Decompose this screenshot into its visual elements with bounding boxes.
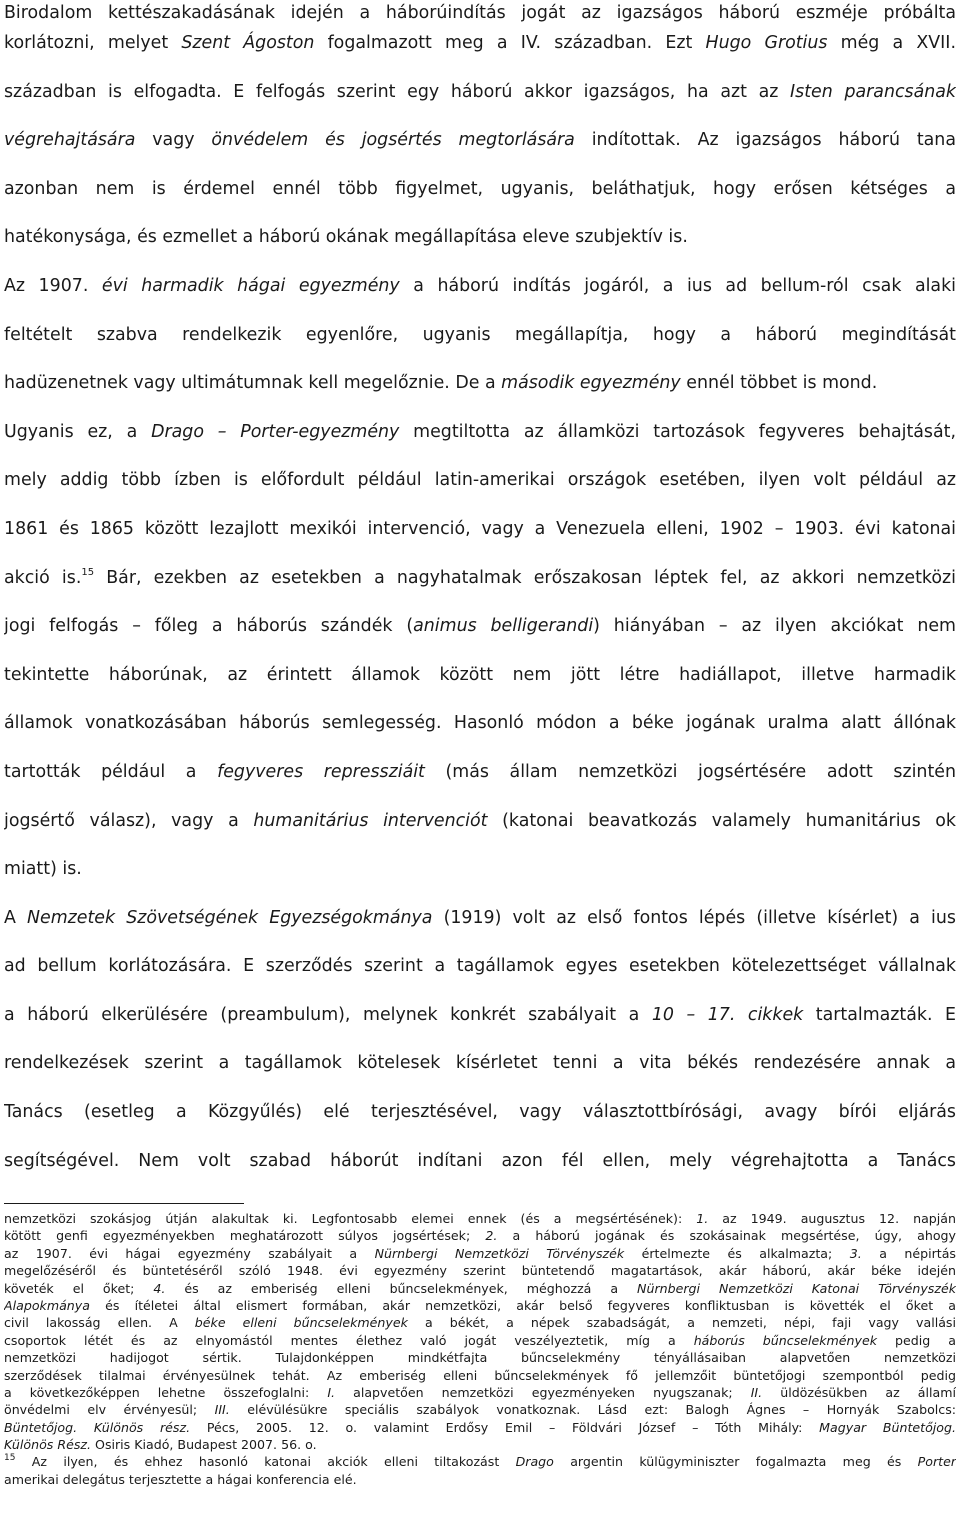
paragraph-line bbox=[4, 808, 956, 857]
paragraph-line bbox=[4, 953, 956, 1002]
text-run: 1861 és 1865 között lezajlott mexikói intervenció, vagy a Venezuela elleni, 1902 – 1903. évi katonai bbox=[4, 518, 956, 539]
text-run: Osiris Kiadó, Budapest 2007. 56. o. bbox=[91, 1437, 317, 1453]
text-run: feltételt szabva rendelkezik egyenlőre, ugyanis megállapítja, hogy a háború megindítását bbox=[4, 324, 956, 345]
italic-text: 2. bbox=[485, 1228, 498, 1244]
text-run: Tanács (esetleg a Közgyűlés) elé terjesztésével, vagy választottbírósági, avagy bírói eljárás bbox=[4, 1102, 956, 1123]
footnote-line bbox=[4, 1471, 956, 1488]
italic-text: 4. bbox=[153, 1280, 166, 1296]
paragraph-line bbox=[4, 1148, 956, 1197]
text-run: értelmezte és alkalmazta; bbox=[624, 1245, 850, 1261]
text-run: tartalmazták. E bbox=[803, 1004, 956, 1025]
footnote-line bbox=[4, 1262, 956, 1279]
italic-text: fegyveres repressziáit bbox=[217, 761, 425, 782]
italic-text: 1. bbox=[696, 1211, 709, 1226]
italic-text: háborús bűncselekmények bbox=[693, 1332, 878, 1348]
italic-text: végrehajtására bbox=[4, 130, 136, 151]
text-run: államok vonatkozásában háborús semlegesség. Hasonló módon a béke jogának uralma alatt állónak bbox=[4, 713, 956, 734]
paragraph-line bbox=[4, 176, 956, 225]
text-run: a népirtás bbox=[861, 1245, 956, 1261]
text-run: Az ilyen, és ehhez hasonló katonai akciók elleni tiltakozást bbox=[15, 1454, 516, 1470]
text-run: szerződések tilalmai érvényesülnek tehát. Az emberiség elleni bűncselekmények fő jellemzőit büntetőjogi szempontból pedig bbox=[4, 1367, 956, 1383]
italic-text: Porter bbox=[917, 1454, 956, 1470]
text-run: megtiltotta az államközi tartozások fegyveres behajtását, bbox=[399, 421, 956, 442]
text-run: a békét, a népek szabadságát, a nemzeti, népi, faji vagy vallási bbox=[407, 1315, 956, 1331]
paragraph-line bbox=[4, 662, 956, 711]
text-run: hadüzenetnek vagy ultimátumnak kell megelőznie. De a bbox=[4, 373, 502, 394]
text-run: civil lakosság ellen. A bbox=[4, 1315, 195, 1331]
italic-text: 3. bbox=[849, 1245, 862, 1261]
footnote-reference: 15 bbox=[4, 1453, 16, 1464]
footnote-line bbox=[4, 1314, 956, 1331]
text-run: még a XVII. bbox=[827, 33, 956, 53]
text-run: rendelkezések szerint a tagállamok kötelesek kísérletet tenni a vita békés rendezésére annak a bbox=[4, 1053, 956, 1074]
text-run: argentin külügyminiszter fogalmazta meg és bbox=[553, 1454, 918, 1470]
paragraph-line bbox=[4, 79, 956, 128]
text-run: korlátozni, melyet bbox=[4, 33, 182, 53]
text-run: Birodalom kettészakadásának idején a háborúindítás jogát az igazságos háború eszméje próbálta bbox=[4, 3, 956, 23]
footnote-line bbox=[4, 1280, 956, 1297]
footnote-line bbox=[4, 1227, 956, 1244]
text-run: az 1949. augusztus 12. napján bbox=[708, 1211, 956, 1226]
text-run: azonban nem is érdemel ennél több figyelmet, ugyanis, beláthatjuk, hogy erősen kétséges a bbox=[4, 178, 956, 199]
paragraph-line bbox=[4, 322, 956, 371]
footnote-line bbox=[4, 1245, 956, 1262]
paragraph-line bbox=[4, 0, 956, 30]
text-run: nemzetközi szokásjog útján alakultak ki. Legfontosabb elemei ennek (és a megsértésének): bbox=[4, 1211, 697, 1226]
paragraph-line bbox=[4, 1002, 956, 1051]
paragraph-line bbox=[4, 710, 956, 759]
text-run: ) hiányában – az ilyen akciókat nem bbox=[593, 616, 956, 637]
text-run: a háború indítás jogáról, a ius ad bellum-ról csak alaki bbox=[399, 275, 956, 296]
paragraph-line bbox=[4, 467, 956, 516]
text-run: (1919) volt az első fontos lépés (illetve kísérlet) a ius bbox=[432, 907, 956, 928]
text-run: fogalmazott meg a IV. században. Ezt bbox=[314, 33, 706, 53]
text-run: vagy bbox=[135, 130, 212, 151]
italic-text: Nürnbergi Nemzetközi Katonai Törvényszék bbox=[637, 1280, 956, 1296]
footnote-line bbox=[4, 1297, 956, 1314]
text-run: ennél többet is mond. bbox=[680, 373, 878, 394]
text-run: A bbox=[4, 907, 28, 928]
text-run: pedig a bbox=[877, 1332, 956, 1348]
italic-text: Alapokmánya bbox=[4, 1297, 90, 1313]
text-run: ad bellum korlátozására. E szerződés szerint a tagállamok egyes esetekben kötelezettséget vállalnak bbox=[4, 956, 956, 977]
text-run: alapvetően nemzetközi egyezményeken nyugszanak; bbox=[335, 1384, 751, 1400]
paragraph-line bbox=[4, 370, 956, 419]
italic-text: Drago bbox=[515, 1454, 554, 1470]
text-run: Ugyanis ez, a bbox=[4, 421, 152, 442]
text-run: hatékonysága, és ezmellet a háború okának megállapítása eleve szubjektív is. bbox=[4, 227, 688, 248]
text-run: indítottak. Az igazságos háború tana bbox=[574, 130, 956, 151]
footnote-line bbox=[4, 1453, 956, 1470]
italic-text: évi harmadik hágai egyezmény bbox=[101, 275, 400, 296]
text-run: kötött genfi egyezményekben meghatározott súlyos jogsértések; bbox=[4, 1228, 486, 1244]
text-run: amerikai delegátus terjesztette a hágai konferencia elé. bbox=[4, 1471, 357, 1487]
footnote-line bbox=[4, 1419, 956, 1436]
main-text bbox=[4, 0, 956, 1196]
italic-text: Hugo Grotius bbox=[705, 33, 828, 53]
text-run: (katonai beavatkozás valamely humanitárius ok bbox=[487, 810, 956, 831]
footnote-line bbox=[4, 1367, 956, 1384]
text-run: Az 1907. bbox=[4, 275, 102, 296]
text-run: önvédelmi elv érvényesül; bbox=[4, 1402, 215, 1418]
footnote-line bbox=[4, 1401, 956, 1418]
text-run: a háború elkerülésére (preambulum), melynek konkrét szabályait a bbox=[4, 1004, 652, 1025]
italic-text: Nürnbergi Nemzetközi Törvényszék bbox=[374, 1245, 625, 1261]
text-run: üldözésükben az államí bbox=[762, 1384, 956, 1400]
footnotes bbox=[4, 1210, 956, 1488]
footnote-reference: 15 bbox=[81, 566, 95, 578]
text-run: csoportok létét és az elnyomástól mentes élethez való jogát veszélyeztetik, míg a bbox=[4, 1332, 694, 1348]
paragraph-line bbox=[4, 856, 956, 905]
text-run: a háború jogának és szokásainak megsértése, úgy, ahogy bbox=[497, 1228, 956, 1244]
paragraph-line bbox=[4, 759, 956, 808]
text-run: miatt) is. bbox=[4, 859, 82, 880]
text-run: a következőképpen lehetne összefoglalni: bbox=[4, 1384, 328, 1400]
paragraph-line bbox=[4, 565, 956, 614]
italic-text: béke elleni bűncselekmények bbox=[194, 1315, 408, 1331]
italic-text: 10 – 17. cikkek bbox=[651, 1004, 804, 1025]
text-run: Pécs, 2005. 12. o. valamint Erdősy Emil – Földvári József – Tóth Mihály: bbox=[190, 1419, 820, 1435]
footnote-line bbox=[4, 1210, 956, 1227]
italic-text: I. bbox=[327, 1384, 336, 1400]
footnote-line bbox=[4, 1349, 956, 1366]
paragraph-line bbox=[4, 224, 956, 273]
text-run: (más állam nemzetközi jogsértésére adott szintén bbox=[424, 761, 956, 782]
text-run: tekintette háborúnak, az érintett államok között nem jött létre hadiállapot, illetve harmadik bbox=[4, 664, 956, 685]
italic-text: II. bbox=[750, 1384, 763, 1400]
italic-text: Magyar Büntetőjog. bbox=[819, 1419, 956, 1435]
text-run: tartották például a bbox=[4, 761, 218, 782]
text-run: és az emberiség elleni bűncselekmények, méghozzá a bbox=[165, 1280, 638, 1296]
footnote-line bbox=[4, 1384, 956, 1401]
italic-text: Drago – Porter-egyezmény bbox=[151, 421, 400, 442]
italic-text: Szent Ágoston bbox=[181, 33, 315, 53]
text-run: megelőzéséről és büntetéséről szóló 1948. évi egyezmény szerint büntetendő magatartások, akár háború, akár béke idején bbox=[4, 1263, 956, 1279]
paragraph-line bbox=[4, 1050, 956, 1099]
paragraph-line bbox=[4, 419, 956, 468]
paragraph-line bbox=[4, 127, 956, 176]
italic-text: Büntetőjog. Különös rész. bbox=[4, 1419, 191, 1435]
text-run: követék el őket; bbox=[4, 1280, 154, 1296]
paragraph-line bbox=[4, 516, 956, 565]
text-run: segítségével. Nem volt szabad háborút indítani azon fél ellen, mely végrehajtotta a Tanács bbox=[4, 1150, 956, 1171]
paragraph-line bbox=[4, 613, 956, 662]
paragraph-line bbox=[4, 30, 956, 79]
paragraph-line bbox=[4, 905, 956, 954]
italic-text: animus belligerandi bbox=[413, 616, 594, 637]
footnote-line bbox=[4, 1436, 956, 1453]
italic-text: III. bbox=[214, 1402, 230, 1418]
text-run: akció is. bbox=[4, 567, 82, 588]
text-run: és ítéletei által elismert formában, akár nemzetközi, akár belső fegyveres konfliktusban is követték el őket a bbox=[89, 1297, 956, 1313]
italic-text: humanitárius intervenciót bbox=[253, 810, 488, 831]
text-run: mely addig több ízben is előfordult például latin-amerikai országok esetében, ilyen volt például az bbox=[4, 470, 956, 491]
italic-text: második egyezmény bbox=[501, 373, 681, 394]
paragraph-line bbox=[4, 1099, 956, 1148]
text-run: elévülésükre speciális szabályok vonatkoznak. Lásd ezt: Balogh Ágnes – Hornyák Szabolcs: bbox=[229, 1402, 956, 1418]
text-run: jogi felfogás – főleg a háborús szándék ( bbox=[4, 616, 414, 637]
text-run: nemzetközi hadijogot sértik. Tulajdonképpen mindkétfajta bűncselekmény tényállásaiban alapvetően nemzetközi bbox=[4, 1350, 956, 1366]
text-run: században is elfogadta. E felfogás szerint egy háború akkor igazságos, ha azt az bbox=[4, 81, 791, 102]
italic-text: Különös Rész. bbox=[4, 1437, 92, 1453]
text-run: az 1907. évi hágai egyezmény szabályait a bbox=[4, 1245, 375, 1261]
text-run: jogsértő válasz), vagy a bbox=[4, 810, 254, 831]
italic-text: Isten parancsának bbox=[790, 81, 956, 102]
italic-text: Nemzetek Szövetségének Egyezségokmánya bbox=[27, 907, 433, 928]
footnote-line bbox=[4, 1332, 956, 1349]
paragraph-line bbox=[4, 273, 956, 322]
text-run: Bár, ezekben az esetekben a nagyhatalmak erőszakosan léptek fel, az akkori nemzetközi bbox=[94, 567, 956, 588]
italic-text: önvédelem és jogsértés megtorlására bbox=[211, 130, 575, 151]
footnote-separator bbox=[4, 1203, 244, 1204]
